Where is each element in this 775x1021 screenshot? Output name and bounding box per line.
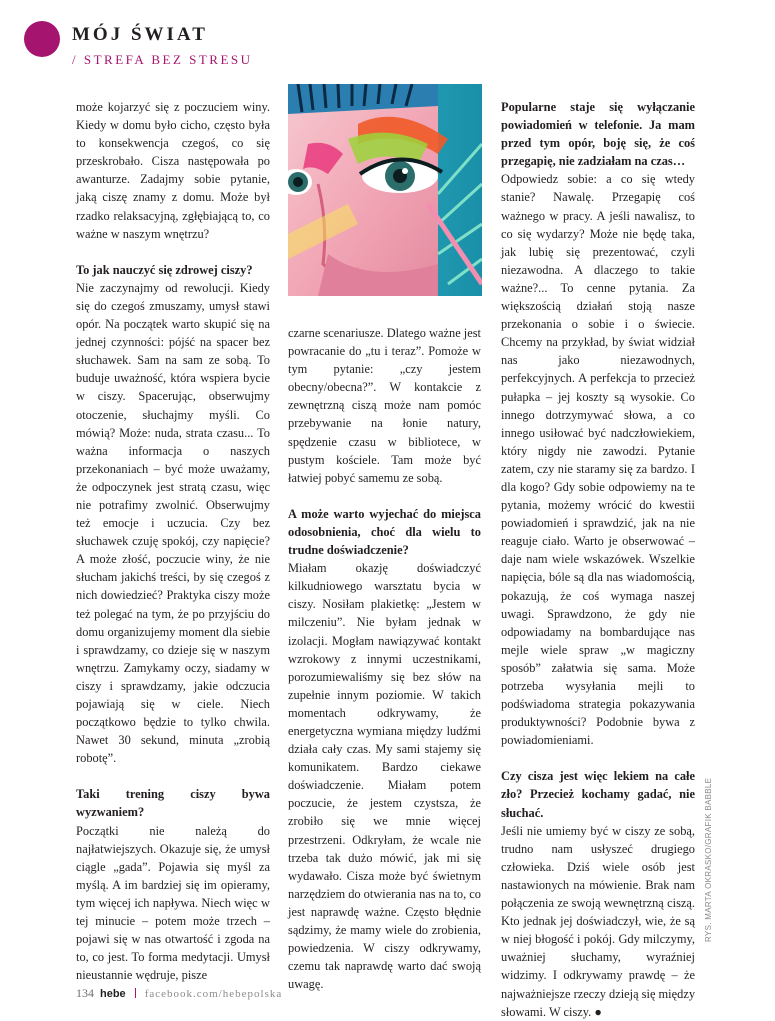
article-column-3 (501, 98, 695, 1021)
hebe-logo: hebe (100, 988, 126, 1000)
article-column-1 (76, 98, 270, 984)
footer-divider (135, 988, 136, 998)
article-column-2 (288, 324, 481, 993)
section-subtitle: / STREFA BEZ STRESU (72, 52, 253, 67)
col3-heading: Popularne staje się wyłączanie powiadomień w telefonie. Ja mam przed tym opór, boję się, że coś przegapię, nie zadziałam na czas… (501, 100, 695, 169)
col3-paragraph: Jeśli nie umiemy być w ciszy ze sobą, trudno nam usłyszeć drugiego człowieka. Dziś wiele osób jest nastawionych na mówienie. Brak nam połączenia ze swoją wewnętrzną ciszą. Kto jednak jej doświadczył, wie, że są w niej błogość i pokój. Gdy milczymy, uważniej słuchamy, wyraźniej widzimy. I odkrywamy prawdę – że najważniejsze rzeczy dzieją się między słowami. W ciszy. ● (501, 823, 696, 1019)
facebook-link[interactable]: facebook.com/hebepolska (144, 988, 283, 1000)
page-number: 134 (76, 986, 94, 1000)
col2-paragraph: Miałam okazję doświadczyć kilkudniowego warsztatu bycia w ciszy. Nosiłam plakietkę: „Jestem w milczeniu”. Nie byłam jednak w izolacji. Mogłam nawiązywać kontakt wzrokowy z innymi uczestnikami, porozumiewaliśmy się bez słów na zupełnie innym poziomie. W takich momentach odkrywamy, że energetyczna wymiana między ludźmi działa cały czas. My sami stajemy się komunikatem. Bardzo ciekawe doświadczenie. Miałam potem poczucie, że jestem czystsza, że zrobiło się we mnie więcej przestrzeni. Odkryłam, że wcale nie trzeba tak dużo mówić, jak mi się wydawało. Cisza może być świetnym narzędziem do otwierania nas na to, co jest naprawdę ważne. Często błędnie sądzimy, że mamy wiele do zrobienia, powiedzenia. W ciszy odkrywamy, czemu tak naprawdę warto dać swoją uwagę. (288, 561, 482, 992)
col3-heading: Czy cisza jest więc lekiem na całe zło? Przecież kochamy gadać, nie słuchać. (501, 769, 695, 820)
col1-heading: To jak nauczyć się zdrowej ciszy? (76, 262, 253, 277)
face-illustration (288, 84, 482, 296)
section-title: MÓJ ŚWIAT (72, 24, 208, 45)
page-footer (76, 986, 282, 1001)
illustration-credit: RYS. MARTA OKRASKO/GRAFIK BABBLE (704, 777, 713, 942)
col3-paragraph: Odpowiedz sobie: a co się wtedy stanie? Nawalę. Przegapię coś ważnego w pracy. A jeśli nawalisz, to co się wydarzy? Może nie będę taka, jak lubię się prezentować, czyli niezawodna. A dlaczego to takie ważne?... To cenne pytania. Za większością działań stoją nasze przekonania o sobie i o świecie. Chcemy na przykład, by świat widział nas jako niezawodnych, perfekcyjnych. A perfekcja to przecież pułapka – jej koszty są wysokie. Co innego dotrzymywać słowa, a co innego usiłować być nadczłowiekiem, który nigdy nie zawodzi. Pytanie zatem, czy nie staramy się za bardzo. I dla kogo? Gdy sobie odpowiemy na te pytania, możemy wrócić do kwestii powiadomień i sprawdzić, jak na nie reaguje ciało. Warto je obserwować – daje nam wiele wskazówek. Wszelkie napięcia, bóle są dla nas wiadomością, pokazują, że coś wymaga naszej uwagi. Sprawdzono, że gdy nie odpowiadamy na bombardujące nas mejle wiele spraw „w magiczny sposób” załatwia się sama. Może potrzeba wysyłania mejli to podświadoma strategia pokazywania produktywności? Podobnie bywa z powiadomieniami. (501, 172, 695, 748)
col2-paragraph: czarne scenariusze. Dlatego ważne jest powracanie do „tu i teraz”. Pomoże w tym pytanie: „czy jestem obecny/obecna?”. W kontakcie z zewnętrzną ciszą może nam pomóc przebywanie na łonie natury, spędzenie czasu w bibliotece, w pustym kościele. Tam może być łatwiej pobyć samemu ze sobą. (288, 326, 481, 485)
col1-heading: Taki trening ciszy bywa wyzwaniem? (76, 787, 270, 820)
col1-paragraph: Początki nie należą do najłatwiejszych. Okazuje się, że umysł ciągle „gada”. Pojawia się myśl za myślą. A im bardziej się im opieramy, tym więcej ich napływa. Niech więc w tej minucie – potem może trzech – pojawi się w nas otwartość i zgoda na to, co jest. To forma medytacji. Umysł nieustannie wędruje, pisze (76, 823, 270, 983)
col1-paragraph: Nie zaczynajmy od rewolucji. Kiedy się do czegoś zmuszamy, umysł stawi opór. Na początek warto skupić się na jednej czynności: pójść na spacer bez słuchawek. Sam na sam ze sobą. To buduje uważność, która wspiera bycie w ciszy. Spacerując, obserwujmy otoczenie, słuchajmy myśli. Co mówią? Może: nuda, strata czasu... To ważna informacja o naszych przekonaniach – być może uważamy, że odpoczynek jest stratą czasu, więc nie potrafimy zwolnić. Obserwujmy też emocje i uczucia. Czy bez słuchawek czuję spokój, czy napięcie? A może złość, poczucie winy, że nie słucham jakichś treści, by się czegoś z nich dowiedzieć? Praktyka ciszy może też polegać na tym, że po przyjściu do domu organizujemy moment dla siebie i sprawdzamy, co dzieje się w naszym wnętrzu. Zamykamy oczy, siadamy w ciszy i sprawdzamy, jakie odczucia pojawiają się w ciele. Niech początkowo będzie to tylko chwila. Nawet 30 sekund, minuta „zrobią robotę”. (76, 280, 270, 766)
col1-paragraph: może kojarzyć się z poczuciem winy. Kiedy w domu było cicho, często była to konsekwencja czegoś, co się przeskrobało. Cisza następowała po awanturze. Zadajmy sobie pytanie, jaką ciszę znamy z domu. Może był rzadko relaksacyjną, zgłębiającą to, co ważne w naszym wnętrzu? (76, 100, 270, 241)
section-marker-dot (24, 21, 60, 57)
col2-heading: A może warto wyjechać do miejsca odosobnienia, choć dla wielu to trudne doświadczenie? (288, 506, 481, 558)
